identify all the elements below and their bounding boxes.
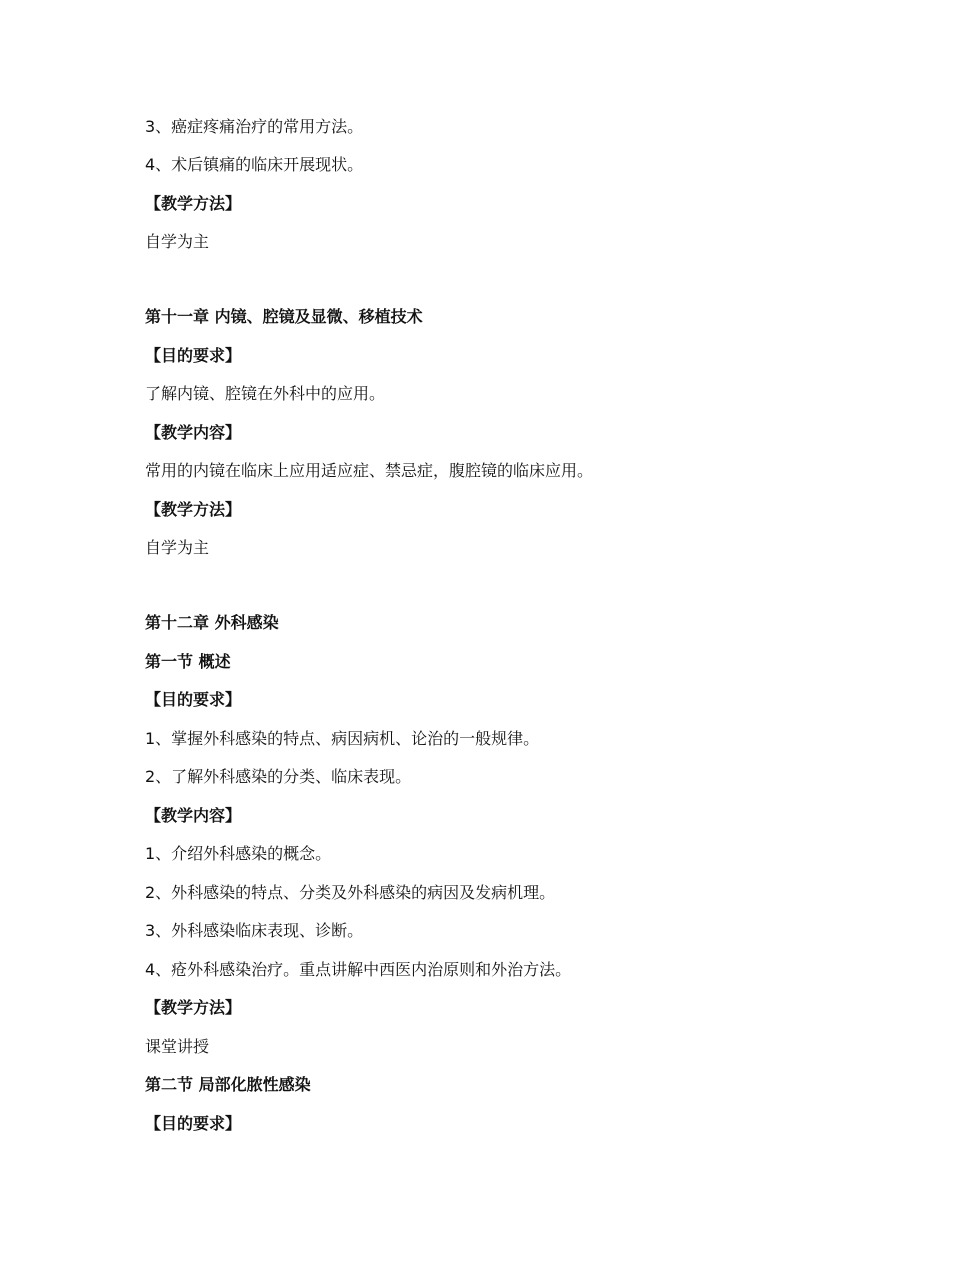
text-line: 4、术后镇痛的临床开展现状。 xyxy=(145,155,364,174)
subsection-heading: 第二节 局部化脓性感染 xyxy=(145,1075,311,1094)
section-label: 【教学方法】 xyxy=(145,194,242,213)
section-label: 【教学方法】 xyxy=(145,998,242,1017)
text-line: 4、疮外科感染治疗。重点讲解中西医内治原则和外治方法。 xyxy=(145,960,572,979)
text-line: 1、介绍外科感染的概念。 xyxy=(145,844,332,863)
text-line: 1、掌握外科感染的特点、病因病机、论治的一般规律。 xyxy=(145,729,540,748)
text-line: 常用的内镜在临床上应用适应症、禁忌症，腹腔镜的临床应用。 xyxy=(145,461,594,480)
subsection-heading: 第一节 概述 xyxy=(145,652,231,671)
text-line: 自学为主 xyxy=(145,538,210,557)
text-line: 3、外科感染临床表现、诊断。 xyxy=(145,921,364,940)
section-label: 【教学内容】 xyxy=(145,423,242,442)
text-line: 了解内镜、腔镜在外科中的应用。 xyxy=(145,384,386,403)
section-label: 【教学方法】 xyxy=(145,500,242,519)
chapter-heading: 第十一章 内镜、腔镜及显微、移植技术 xyxy=(145,307,423,326)
text-line: 自学为主 xyxy=(145,232,210,251)
section-label: 【目的要求】 xyxy=(145,690,242,709)
section-label: 【教学内容】 xyxy=(145,806,242,825)
text-line: 2、了解外科感染的分类、临床表现。 xyxy=(145,767,412,786)
text-line: 2、外科感染的特点、分类及外科感染的病因及发病机理。 xyxy=(145,883,556,902)
section-label: 【目的要求】 xyxy=(145,346,242,365)
text-line: 3、癌症疼痛治疗的常用方法。 xyxy=(145,117,364,136)
text-line: 课堂讲授 xyxy=(145,1037,210,1056)
chapter-heading: 第十二章 外科感染 xyxy=(145,613,279,632)
section-label: 【目的要求】 xyxy=(145,1114,242,1133)
